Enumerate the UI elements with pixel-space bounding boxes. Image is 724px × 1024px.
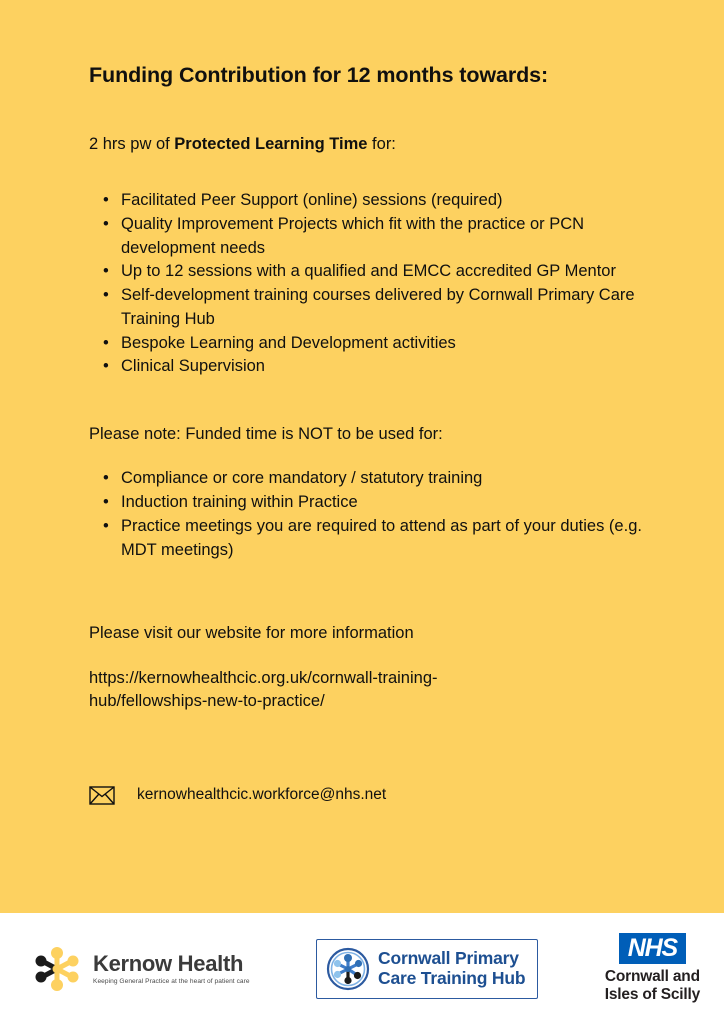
website-url[interactable]: https://kernowhealthcic.org.uk/cornwall-training-hub/fellowships-new-to-practice/ bbox=[89, 668, 438, 711]
list-item: • Up to 12 sessions with a qualified and EMCC accredited GP Mentor bbox=[121, 260, 654, 284]
envelope-icon bbox=[89, 786, 115, 805]
kernow-health-wordmark bbox=[93, 952, 250, 985]
kernow-health-mark-icon bbox=[30, 942, 84, 996]
list-item: • Compliance or core mandatory / statutory training bbox=[121, 467, 654, 491]
list-item: • Clinical Supervision bbox=[121, 355, 654, 379]
footer-logos bbox=[0, 913, 724, 1024]
list-item: • Practice meetings you are required to attend as part of your duties (e.g. MDT meetings) bbox=[121, 515, 654, 563]
intro-prefix: 2 hrs pw of bbox=[89, 134, 175, 153]
cornwall-training-hub-logo bbox=[316, 939, 538, 999]
list-item: • Self-development training courses delivered by Cornwall Primary Care Training Hub bbox=[121, 284, 654, 332]
training-hub-line-2: Care Training Hub bbox=[378, 967, 526, 988]
training-hub-line-1: Cornwall Primary bbox=[378, 947, 519, 968]
excluded-activities-list bbox=[89, 467, 654, 562]
nhs-region-line-1: Cornwall and bbox=[604, 968, 700, 986]
website-prompt: Please visit our website for more information bbox=[89, 624, 414, 643]
intro-suffix: for: bbox=[367, 134, 396, 153]
kernow-health-name: Kernow Health bbox=[93, 950, 244, 976]
intro-bold-term: Protected Learning Time bbox=[174, 134, 368, 153]
list-item: • Quality Improvement Projects which fit with the practice or PCN development needs bbox=[121, 213, 654, 261]
kernow-health-tagline: Keeping General Practice at the heart of patient care bbox=[93, 977, 250, 985]
exclusion-note: Please note: Funded time is NOT to be used for: bbox=[89, 425, 443, 444]
kernow-health-logo bbox=[30, 942, 250, 996]
list-item: • Bespoke Learning and Development activities bbox=[121, 332, 654, 356]
email-contact-row[interactable] bbox=[89, 786, 654, 805]
training-hub-wordmark bbox=[378, 949, 525, 989]
list-item: • Induction training within Practice bbox=[121, 491, 654, 515]
intro-paragraph bbox=[89, 133, 654, 155]
training-hub-mark-icon bbox=[326, 947, 370, 991]
list-item: • Facilitated Peer Support (online) sessions (required) bbox=[121, 189, 654, 213]
page-title: Funding Contribution for 12 months towards: bbox=[89, 63, 549, 87]
email-address[interactable]: kernowhealthcic.workforce@nhs.net bbox=[137, 786, 387, 804]
funded-activities-list bbox=[89, 189, 654, 379]
nhs-region bbox=[605, 968, 700, 1003]
nhs-wordmark: NHS bbox=[619, 933, 686, 964]
nhs-logo bbox=[605, 933, 700, 1003]
nhs-region-line-2: Isles of Scilly bbox=[604, 986, 700, 1003]
